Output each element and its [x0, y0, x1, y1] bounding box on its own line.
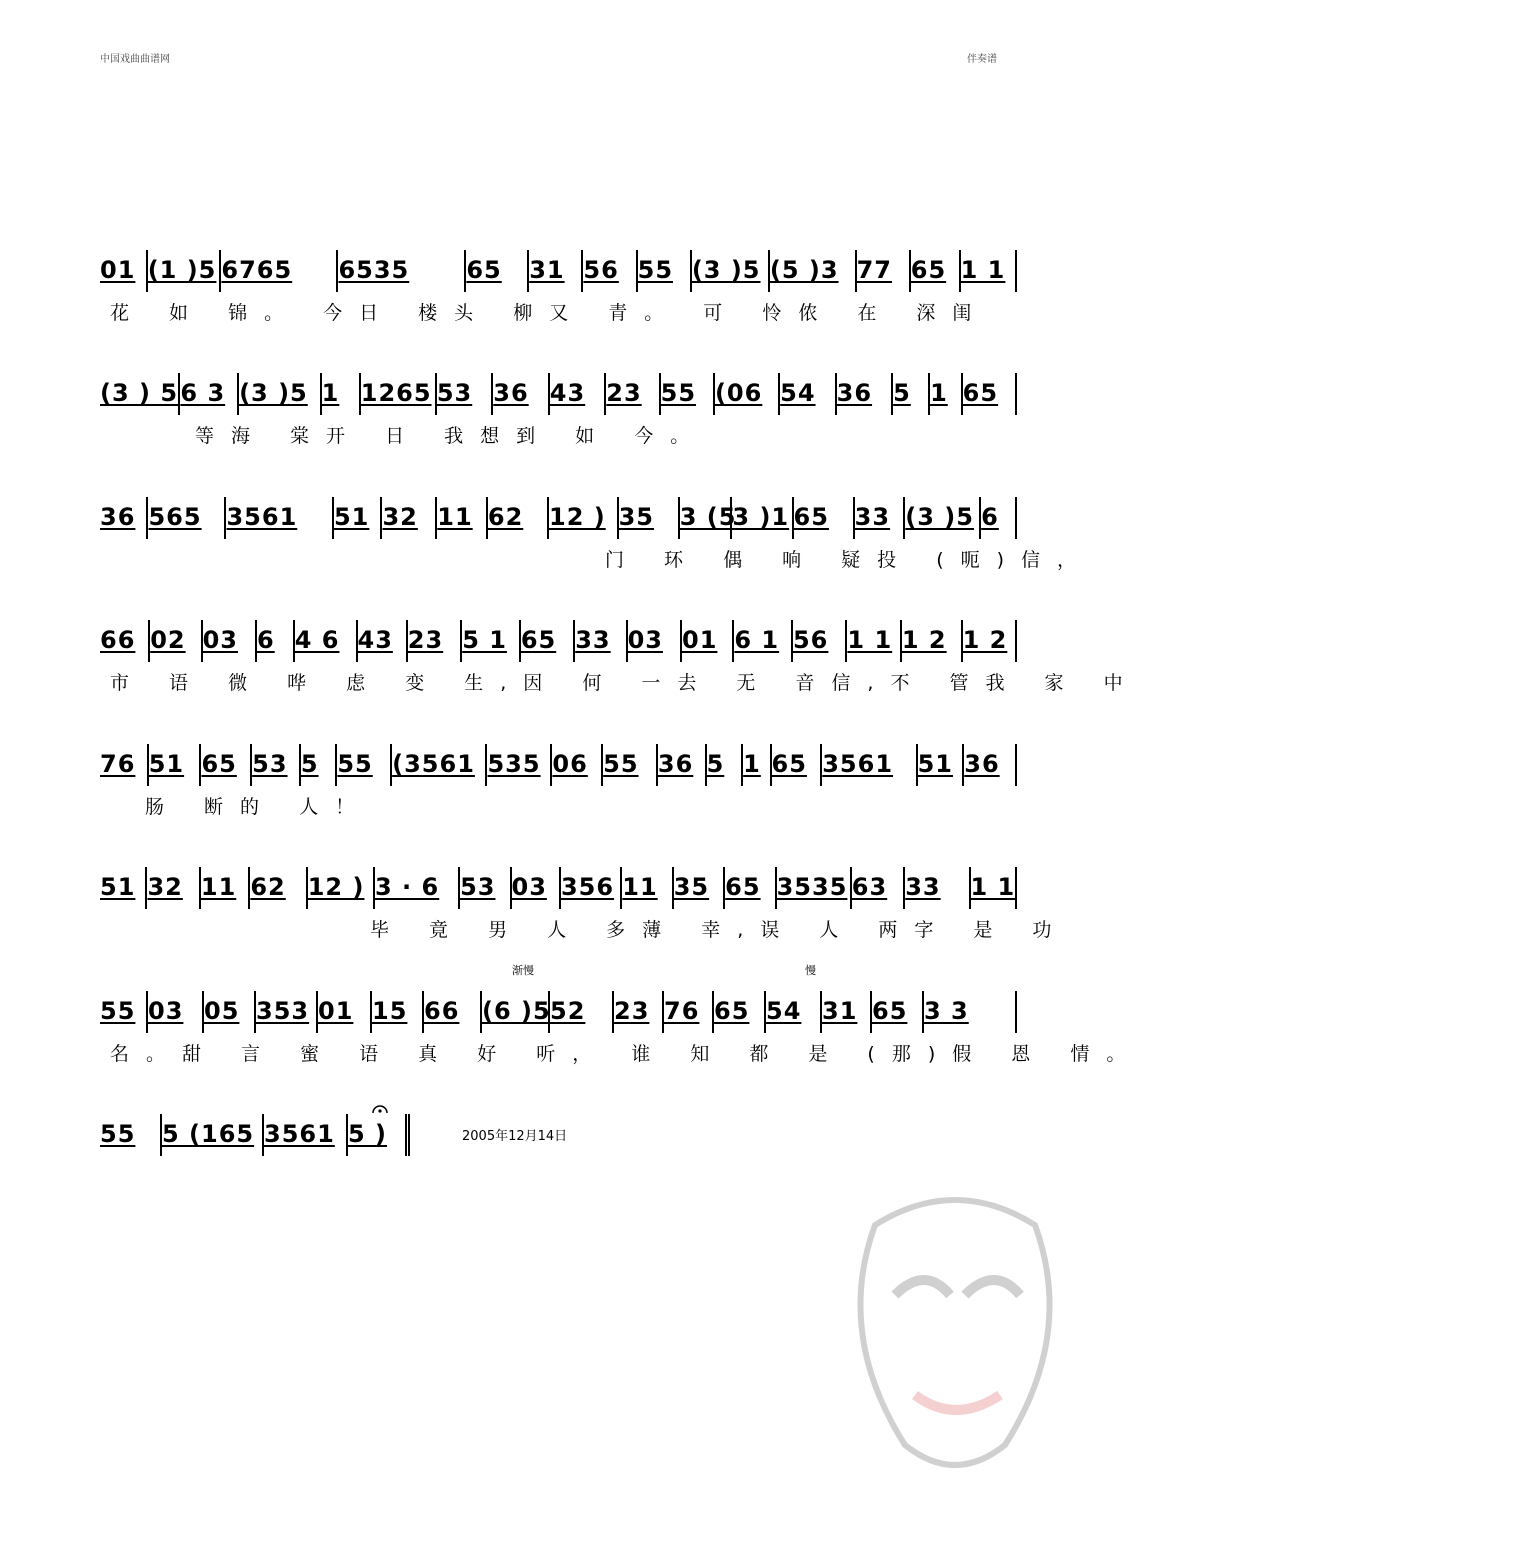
measure [322, 373, 361, 415]
notes: 65 [201, 750, 237, 778]
notes: (3 )5 [691, 256, 761, 284]
notes: 3561 [822, 750, 894, 778]
measure [148, 250, 222, 292]
measure-row [100, 373, 1017, 415]
measure [201, 744, 252, 786]
notes: 54 [780, 379, 816, 407]
measure [226, 497, 334, 539]
measure [424, 991, 482, 1033]
notes: 53 [252, 750, 288, 778]
notes: 53 [436, 379, 473, 407]
notes: 36 [493, 379, 529, 407]
notes: 3561 [264, 1120, 335, 1148]
measure [963, 620, 1017, 662]
notes: 01 [100, 256, 136, 284]
measure [437, 497, 488, 539]
measure [770, 250, 857, 292]
notes: 55 [100, 997, 136, 1025]
notes: 65 [910, 256, 947, 284]
notes: (5 )3 [769, 256, 839, 284]
measure [793, 620, 847, 662]
measure [460, 867, 511, 909]
notes: 62 [487, 503, 524, 531]
date: 2005年12月14日 [462, 1129, 568, 1144]
notes: 51 [148, 750, 185, 778]
measure [852, 867, 905, 909]
measure [100, 250, 148, 292]
measure [743, 744, 771, 786]
notes: 51 [917, 750, 953, 778]
notes: 33 [854, 503, 891, 531]
measure [575, 620, 627, 662]
lyrics: 等海 棠开 日 我想到 如 今。 [195, 425, 707, 447]
header-title: 伴奏谱 [967, 54, 997, 65]
measure [257, 620, 295, 662]
measure [603, 744, 658, 786]
measure [375, 867, 460, 909]
measure [658, 744, 707, 786]
notes: 65 [725, 873, 761, 901]
notes: 53 [460, 873, 496, 901]
tempo-mark-gradually-slow: 渐慢 [512, 964, 534, 977]
notes: (3561 [392, 750, 475, 778]
notes: 54 [766, 997, 802, 1025]
system-6 [100, 867, 1069, 947]
measure [348, 1114, 410, 1156]
measure [777, 867, 852, 909]
notes: 5 [706, 750, 725, 778]
notes: 1 1 [960, 256, 1006, 284]
opera-mask-watermark-icon [835, 1185, 1075, 1485]
notes: 56 [583, 256, 619, 284]
measure [902, 620, 963, 662]
measure [147, 867, 200, 909]
lyrics: 名。甜 言 蜜 语 真 好 听， 谁 知 都 是 (那)假 恩 情。 [110, 1043, 1143, 1065]
notes: 55 [603, 750, 639, 778]
notes: 33 [905, 873, 941, 901]
measure [714, 991, 766, 1033]
notes: 6535 [338, 256, 410, 284]
measure [837, 373, 893, 415]
measure [918, 744, 965, 786]
measure [148, 497, 226, 539]
notes: 1 2 [962, 626, 1008, 654]
measure [264, 1114, 348, 1156]
notes: 5 ) [348, 1120, 388, 1148]
measure [550, 373, 606, 415]
fermata-icon [372, 1104, 388, 1114]
measure [715, 373, 780, 415]
notes: 66 [424, 997, 460, 1025]
measure [638, 250, 692, 292]
measure [794, 497, 855, 539]
notes: 51 [100, 873, 136, 901]
measure [361, 373, 437, 415]
notes: 65 [771, 750, 807, 778]
measure [732, 497, 793, 539]
notes: 03 [511, 873, 547, 901]
measure [512, 867, 561, 909]
measure [337, 744, 392, 786]
system-4 [100, 620, 1140, 700]
notes: 3 )1 [732, 503, 790, 531]
measure-row [100, 620, 1017, 662]
measure [682, 620, 734, 662]
notes: 52 [550, 997, 586, 1025]
measure [561, 867, 622, 909]
notes: 32 [382, 503, 418, 531]
measure [664, 991, 714, 1033]
notes: 36 [836, 379, 873, 407]
measure-row [100, 250, 1017, 292]
measure [622, 867, 673, 909]
notes: 43 [549, 379, 586, 407]
notes: 55 [337, 750, 373, 778]
measure [847, 620, 901, 662]
measure [148, 991, 204, 1033]
notes: 1 [930, 379, 948, 407]
notes: 12 ) [307, 873, 365, 901]
measure [301, 744, 338, 786]
measure [924, 991, 1017, 1033]
notes: 1 [743, 750, 761, 778]
measure [203, 620, 257, 662]
measure [100, 744, 149, 786]
measure [614, 991, 664, 1033]
notes: 3 3 [924, 997, 969, 1025]
measure [358, 620, 408, 662]
notes: 12 ) [549, 503, 606, 531]
notes: 66 [100, 626, 136, 654]
system-3 [100, 497, 1094, 577]
measure [466, 250, 529, 292]
measure [893, 373, 930, 415]
notes: (6 )5 [482, 997, 551, 1025]
measure [382, 497, 437, 539]
notes: 02 [150, 626, 186, 654]
notes: 6 1 [734, 626, 780, 654]
notes: 36 [964, 750, 1000, 778]
notes: 31 [529, 256, 565, 284]
notes: 3 · 6 [375, 873, 440, 901]
measure [318, 991, 372, 1033]
notes: 36 [657, 750, 694, 778]
notes: 3 (5 [679, 503, 737, 531]
notes: 4 6 [294, 626, 340, 654]
measure [150, 620, 202, 662]
measure [408, 620, 462, 662]
measure [725, 867, 776, 909]
notes: 23 [614, 997, 650, 1025]
notes: 33 [575, 626, 611, 654]
measure [822, 744, 917, 786]
notes: 565 [148, 503, 202, 531]
measure [295, 620, 358, 662]
measure [822, 991, 872, 1033]
system-7 [100, 991, 1143, 1071]
notes: 5 [893, 379, 911, 407]
header-source: 中国戏曲曲谱网 [100, 54, 170, 65]
notes: 5 (165 [162, 1120, 255, 1148]
notes: 6 3 [180, 379, 226, 407]
notes: 77 [856, 256, 892, 284]
measure [256, 991, 318, 1033]
notes: 11 [622, 873, 658, 901]
measure [250, 867, 307, 909]
notes: 06 [552, 750, 588, 778]
notes: 6 [257, 626, 275, 654]
measure [372, 991, 424, 1033]
measure [583, 250, 637, 292]
measure [521, 620, 575, 662]
measure [462, 620, 521, 662]
lyrics: 花 如 锦。 今日 楼头 柳又 青。 可 怜侬 在 深闺 [110, 302, 989, 324]
measure [857, 250, 911, 292]
lyrics: 毕 竟 男 人 多薄 幸,误 人 两字 是 功 [370, 919, 1069, 941]
measure [855, 497, 906, 539]
measure [619, 497, 680, 539]
measure [100, 867, 147, 909]
notes: (3 )5 [905, 503, 974, 531]
notes: 56 [792, 626, 829, 654]
measure [679, 497, 737, 539]
measure [239, 373, 322, 415]
measure [905, 867, 970, 909]
measure [100, 1114, 162, 1156]
measure [707, 744, 744, 786]
measure [628, 620, 682, 662]
measure [100, 373, 180, 415]
measure [308, 867, 375, 909]
measure [766, 991, 822, 1033]
system-2 [100, 373, 1017, 453]
measure [252, 744, 301, 786]
notes: 35 [618, 503, 654, 531]
notes: 01 [682, 626, 718, 654]
measure [180, 373, 239, 415]
notes: 11 [200, 873, 237, 901]
measure [149, 744, 202, 786]
measure [911, 250, 961, 292]
system-5 [100, 744, 1017, 824]
notes: 11 [437, 503, 473, 531]
notes: 36 [100, 503, 136, 531]
notes: 65 [466, 256, 502, 284]
notes: 23 [606, 379, 642, 407]
notes: 15 [372, 997, 408, 1025]
measure [905, 497, 981, 539]
measure [606, 373, 660, 415]
measure [930, 373, 963, 415]
lyrics: 市 语 微 哗 虑 变 生,因 何 一去 无 音信,不 管我 家 中 [110, 672, 1140, 694]
measure [488, 497, 549, 539]
measure [552, 744, 603, 786]
notes: 3535 [776, 873, 848, 901]
tempo-mark-slow: 慢 [805, 964, 816, 977]
notes: 5 [300, 750, 319, 778]
notes: 65 [714, 997, 750, 1025]
measure-row [100, 867, 1017, 909]
notes: (1 )5 [147, 256, 217, 284]
notes: 1265 [360, 379, 432, 407]
measure [964, 744, 1017, 786]
notes: 62 [250, 873, 286, 901]
lyrics: 门 环 偶 响 疑投 (呃)信， [605, 549, 1094, 571]
notes: 6 [981, 503, 999, 531]
notes: 353 [256, 997, 310, 1025]
measure [549, 497, 619, 539]
measure [338, 250, 466, 292]
notes: 03 [627, 626, 663, 654]
notes: 535 [487, 750, 541, 778]
notes: 76 [100, 750, 136, 778]
notes: 03 [148, 997, 184, 1025]
measure [334, 497, 382, 539]
notes: 1 1 [970, 873, 1016, 901]
system-1 [100, 250, 1017, 330]
measure [981, 497, 1017, 539]
measure [100, 497, 148, 539]
notes: 55 [637, 256, 674, 284]
measure [201, 867, 250, 909]
notes: 23 [407, 626, 444, 654]
notes: 356 [560, 873, 615, 901]
notes: 31 [822, 997, 858, 1025]
measure [221, 250, 338, 292]
measure [780, 373, 836, 415]
measure [734, 620, 793, 662]
notes: 65 [962, 379, 999, 407]
notes: 3561 [226, 503, 298, 531]
measure [482, 991, 550, 1033]
measure [493, 373, 549, 415]
measure [162, 1114, 264, 1156]
notes: (06 [714, 379, 763, 407]
measure [661, 373, 715, 415]
measure [961, 250, 1017, 292]
notes: 55 [100, 1120, 136, 1148]
notes: 32 [147, 873, 183, 901]
measure [971, 867, 1017, 909]
measure [872, 991, 924, 1033]
measure [963, 373, 1017, 415]
measure [100, 991, 148, 1033]
measure [674, 867, 725, 909]
notes: 63 [851, 873, 888, 901]
measure [487, 744, 552, 786]
notes: 51 [333, 503, 370, 531]
notes: 6765 [221, 256, 293, 284]
notes: 43 [357, 626, 393, 654]
notes: 76 [664, 997, 700, 1025]
measure-row [100, 991, 1017, 1033]
notes: 35 [673, 873, 710, 901]
notes: 55 [660, 379, 697, 407]
notes: (3 )5 [239, 379, 308, 407]
notes: 65 [520, 626, 557, 654]
measure [772, 744, 823, 786]
notes: 5 1 [462, 626, 507, 654]
notes: 05 [204, 997, 240, 1025]
measure-row [100, 744, 1017, 786]
measure [392, 744, 487, 786]
measure [529, 250, 583, 292]
notes: 1 [321, 379, 340, 407]
lyrics: 肠 断的 人！ [145, 796, 372, 818]
measure [550, 991, 614, 1033]
measure-row [100, 497, 1017, 539]
measure [204, 991, 256, 1033]
notes: 03 [202, 626, 238, 654]
notes: 01 [318, 997, 354, 1025]
notes: (3 ) 5 [100, 379, 179, 407]
notes: 1 2 [901, 626, 947, 654]
measure [437, 373, 493, 415]
measure [100, 620, 150, 662]
notes: 65 [872, 997, 908, 1025]
notes: 65 [793, 503, 829, 531]
notes: 1 1 [847, 626, 893, 654]
measure [692, 250, 770, 292]
